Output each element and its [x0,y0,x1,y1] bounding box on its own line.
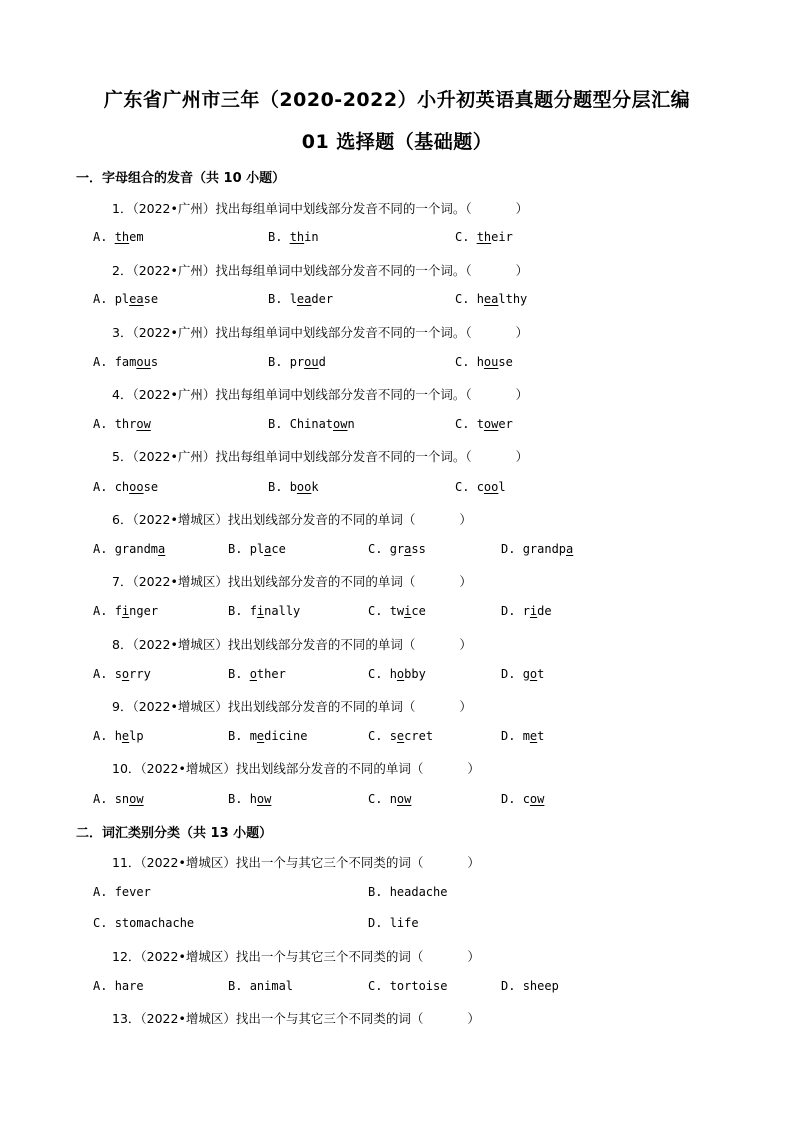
option-c[interactable] [455,355,513,369]
underlined-letters: th [476,230,492,244]
option-b[interactable] [368,885,447,899]
option-word-part: animal [249,979,294,993]
option-letter: A. [93,355,115,369]
question-stem [112,323,528,341]
option-word-part: thr [114,417,137,431]
underlined-letters: ow [483,417,499,431]
question-text: 4．（2022•广州）找出每组单词中划线部分发音不同的一个词。（ [112,387,472,402]
answer-close-paren: ） [467,855,480,870]
question-stem [112,572,472,590]
option-letter: A. [93,230,115,244]
option-word-part: ce [271,542,286,556]
question-stem [112,697,472,715]
answer-close-paren: ） [467,1011,480,1026]
answer-close-paren: ） [467,949,480,964]
option-word-part: lthy [498,292,528,306]
option-a[interactable] [93,792,144,806]
option-c[interactable] [368,542,426,556]
option-letter: B. [228,979,250,993]
option-b[interactable] [228,792,271,806]
answer-close-paren: ） [459,699,472,714]
option-letter: D. [368,916,390,930]
underlined-letters: ea [129,292,144,306]
option-letter: C. [455,230,477,244]
option-letter: C. [93,916,115,930]
underlined-letters: e [396,729,405,743]
question-stem [112,947,480,965]
option-word-part: k [311,480,319,494]
option-word-part: in [304,230,319,244]
option-d[interactable] [501,604,552,618]
option-b[interactable] [268,417,355,431]
option-d[interactable] [501,729,544,743]
option-word-part: se [143,292,159,306]
option-letter: B. [368,885,390,899]
option-letter: A. [93,292,115,306]
option-word-part: sn [114,792,130,806]
option-word-part: t [537,729,545,743]
question-text: 9．（2022•增城区）找出划线部分发音的不同的单词（ [112,699,416,714]
option-word-part: se [143,480,159,494]
option-word-part: h [476,355,484,369]
option-word-part: nally [264,604,301,618]
option-word-part: de [537,604,552,618]
option-a[interactable] [93,667,151,681]
question-text: 11．（2022•增城区）找出一个与其它三个不同类的词（ [112,855,424,870]
option-letter: B. [268,292,290,306]
question-text: 2．（2022•广州）找出每组单词中划线部分发音不同的一个词。（ [112,263,472,278]
option-a[interactable] [93,417,151,431]
answer-close-paren: ） [515,201,529,216]
option-letter: C. [368,604,390,618]
option-word-part: g [522,667,530,681]
question-text: 3．（2022•广州）找出每组单词中划线部分发音不同的一个词。（ [112,325,472,340]
option-letter: A. [93,792,115,806]
question-text: 5．（2022•广州）找出每组单词中划线部分发音不同的一个词。（ [112,449,472,464]
option-word-part: grandp [522,542,567,556]
option-b[interactable] [268,230,319,244]
option-letter: C. [368,729,390,743]
section-heading: 一．字母组合的发音（共 10 小题） [76,171,286,186]
option-letter: B. [268,355,290,369]
option-word-part: fever [114,885,151,899]
option-letter: C. [455,480,477,494]
option-word-part: pl [114,292,130,306]
option-word-part: tortoise [389,979,448,993]
option-b[interactable] [268,292,333,306]
option-word-part: b [289,480,297,494]
underlined-letters: ow [129,792,144,806]
option-word-part: n [389,792,397,806]
option-word-part: headache [389,885,448,899]
underlined-letters: o [396,667,405,681]
option-word-part: lp [129,729,144,743]
answer-close-paren: ） [515,263,529,278]
underlined-letters: i [121,604,130,618]
underlined-letters: i [529,604,538,618]
option-word-part: l [289,292,297,306]
document-subtitle: 01 选择题（基础题） [301,131,493,153]
option-word-part: m [249,729,257,743]
option-word-part: sheep [522,979,559,993]
option-a[interactable] [93,604,158,618]
option-c[interactable] [455,480,506,494]
option-a[interactable] [93,230,144,244]
option-word-part: l [498,480,506,494]
underlined-letters: e [256,729,265,743]
option-c[interactable] [368,979,447,993]
option-word-part: gr [389,542,405,556]
option-letter: B. [228,729,250,743]
option-word-part: dicine [264,729,308,743]
answer-close-paren: ） [515,387,529,402]
option-word-part: fam [114,355,137,369]
option-letter: C. [368,667,390,681]
underlined-letters: th [289,230,305,244]
option-word-part: s [150,355,159,369]
option-c[interactable] [455,230,513,244]
underlined-letters: e [121,729,130,743]
question-stem [112,759,480,777]
underlined-letters: oo [296,480,312,494]
option-letter: A. [93,480,115,494]
option-letter: C. [368,979,390,993]
underlined-letters: i [404,604,412,618]
option-b[interactable] [268,480,319,494]
option-letter: B. [228,667,250,681]
option-word-part: f [114,604,122,618]
question-text: 13．（2022•增城区）找出一个与其它三个不同类的词（ [112,1011,424,1026]
option-letter: B. [268,417,290,431]
question-text: 10．（2022•增城区）找出划线部分发音的不同的单词（ [112,761,424,776]
option-word-part: ch [114,480,130,494]
underlined-letters: ow [256,792,272,806]
option-word-part: rry [129,667,151,681]
underlined-letters: ou [304,355,319,369]
option-word-part: n [347,417,355,431]
option-d[interactable] [501,979,559,993]
underlined-letters: ow [333,417,348,431]
option-a[interactable] [93,542,165,556]
option-b[interactable] [228,667,286,681]
option-a[interactable] [93,355,158,369]
option-word-part: hare [114,979,144,993]
option-word-part: h [476,292,484,306]
option-letter: C. [368,792,390,806]
question-text: 6．（2022•增城区）找出划线部分发音的不同的单词（ [112,512,416,527]
question-stem [112,1009,480,1027]
option-d[interactable] [368,916,419,930]
option-word-part: m [522,729,530,743]
question-stem [112,385,528,403]
answer-close-paren: ） [459,637,472,652]
underlined-letters: ea [296,292,312,306]
underlined-letters: o [121,667,130,681]
option-letter: B. [268,230,290,244]
option-word-part: se [498,355,513,369]
option-word-part: h [249,792,257,806]
option-word-part: ss [411,542,426,556]
answer-close-paren: ） [459,512,472,527]
underlined-letters: th [114,230,130,244]
option-letter: D. [501,604,523,618]
underlined-letters: a [264,542,272,556]
option-b[interactable] [228,542,286,556]
option-word-part: eir [491,230,513,244]
option-letter: D. [501,979,523,993]
option-b[interactable] [228,729,308,743]
underlined-letters: o [529,667,538,681]
option-word-part: t [476,417,484,431]
underlined-letters: oo [483,480,499,494]
option-letter: C. [368,542,390,556]
option-d[interactable] [501,792,544,806]
option-word-part: d [318,355,326,369]
answer-close-paren: ） [515,325,529,340]
option-letter: B. [228,604,250,618]
underlined-letters: o [249,667,257,681]
answer-close-paren: ） [515,449,529,464]
option-letter: D. [501,729,523,743]
option-c[interactable] [368,604,426,618]
underlined-letters: ou [136,355,151,369]
option-word-part: h [389,667,397,681]
option-a[interactable] [93,885,151,899]
option-word-part: tw [389,604,405,618]
question-text: 8．（2022•增城区）找出划线部分发音的不同的单词（ [112,637,416,652]
option-letter: C. [455,292,477,306]
underlined-letters: ow [529,792,545,806]
question-text: 12．（2022•增城区）找出一个与其它三个不同类的词（ [112,949,424,964]
option-letter: D. [501,667,523,681]
option-letter: B. [228,542,250,556]
option-word-part: f [249,604,257,618]
option-letter: B. [268,480,290,494]
underlined-letters: ow [396,792,412,806]
option-word-part: nger [129,604,159,618]
option-letter: A. [93,729,115,743]
option-word-part: em [129,230,144,244]
underlined-letters: a [158,542,166,556]
option-d[interactable] [501,542,573,556]
question-stem [112,635,472,653]
option-letter: D. [501,542,523,556]
question-stem [112,510,472,528]
section-heading: 二．词汇类别分类（共 13 小题） [76,826,273,841]
option-word-part: der [311,292,334,306]
option-c[interactable] [455,417,513,431]
underlined-letters: e [529,729,538,743]
option-letter: D. [501,792,523,806]
answer-close-paren: ） [459,574,472,589]
option-word-part: cret [404,729,434,743]
option-word-part: bby [404,667,426,681]
option-letter: B. [228,792,250,806]
option-letter: A. [93,542,115,556]
option-b[interactable] [228,604,300,618]
underlined-letters: a [404,542,412,556]
option-c[interactable] [368,667,426,681]
option-word-part: er [498,417,513,431]
option-word-part: t [537,667,545,681]
question-stem [112,447,528,465]
option-letter: C. [455,355,477,369]
answer-close-paren: ） [467,761,480,776]
option-c[interactable] [368,729,433,743]
option-word-part: Chinat [289,417,334,431]
underlined-letters: a [566,542,574,556]
question-text: 7．（2022•增城区）找出划线部分发音的不同的单词（ [112,574,416,589]
option-d[interactable] [501,667,544,681]
option-a[interactable] [93,480,158,494]
option-word-part: s [114,667,122,681]
option-word-part: stomachache [114,916,195,930]
underlined-letters: ea [483,292,499,306]
question-stem [112,199,528,217]
option-a[interactable] [93,292,158,306]
option-letter: C. [455,417,477,431]
option-word-part: life [389,916,419,930]
underlined-letters: ou [483,355,499,369]
option-c[interactable] [368,792,411,806]
option-letter: A. [93,979,115,993]
option-word-part: h [114,729,122,743]
option-word-part: c [522,792,530,806]
question-stem [112,261,528,279]
underlined-letters: oo [129,480,144,494]
question-text: 1．（2022•广州）找出每组单词中划线部分发音不同的一个词。（ [112,201,472,216]
option-letter: A. [93,417,115,431]
option-word-part: pr [289,355,305,369]
option-a[interactable] [93,729,144,743]
option-word-part: ther [256,667,286,681]
option-b[interactable] [268,355,326,369]
option-word-part: s [389,729,397,743]
option-word-part: ce [411,604,426,618]
option-letter: A. [93,667,115,681]
option-word-part: grandm [114,542,159,556]
option-letter: A. [93,885,115,899]
option-a[interactable] [93,979,144,993]
option-word-part: pl [249,542,265,556]
question-stem [112,853,480,871]
option-c[interactable] [455,292,527,306]
option-letter: A. [93,604,115,618]
document-title: 广东省广州市三年（2020-2022）小升初英语真题分题型分层汇编 [103,89,691,111]
option-b[interactable] [228,979,293,993]
underlined-letters: ow [136,417,151,431]
option-word-part: r [522,604,530,618]
option-word-part: c [476,480,484,494]
option-c[interactable] [93,916,194,930]
underlined-letters: i [256,604,265,618]
